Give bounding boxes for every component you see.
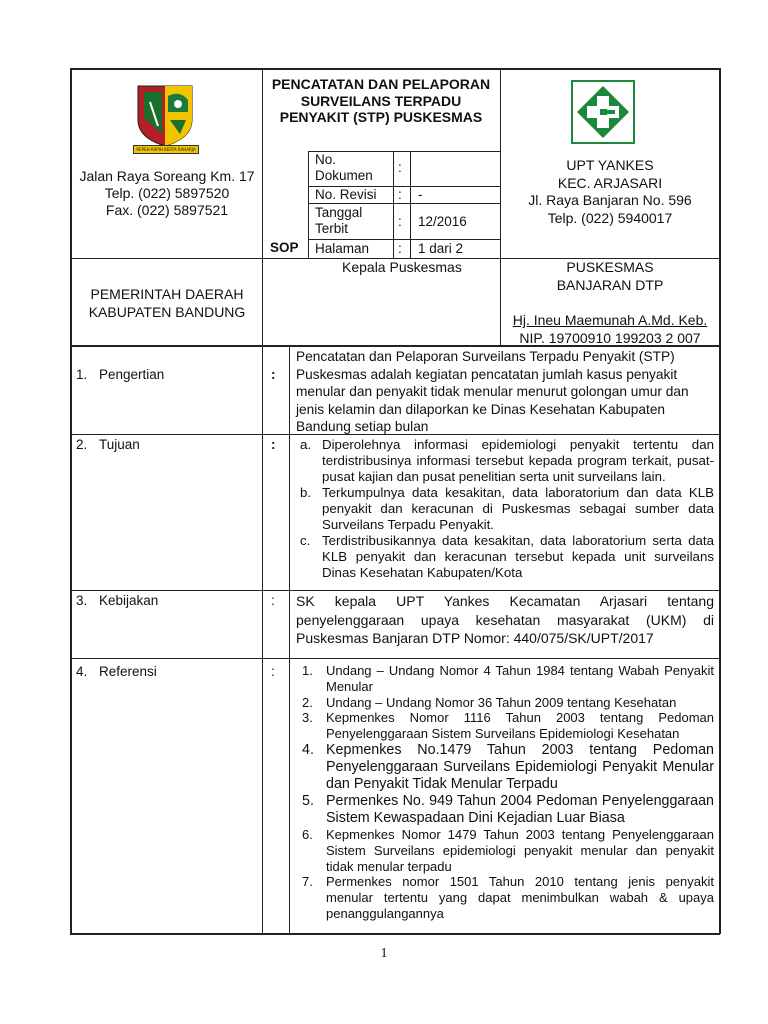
org-line-1: PEMERINTAH DAERAH [90, 286, 244, 302]
list-item [296, 533, 714, 581]
section-colon: : [271, 437, 276, 452]
list-item-text: Diperolehnya informasi epidemiologi penyakit tertentu dan terdistribusinya informasi tersebut kepada program terkait, pusat-pusat kajian dan pusat penelitian serta unit surveilans lain. [322, 437, 714, 484]
list-item [296, 827, 714, 874]
list-marker: 7. [302, 874, 313, 890]
list-item-text: Kepmenkes Nomor 1116 Tahun 2003 tentang Pedoman Penyelenggaraan Sistem Surveilans Epidemiologi Kesehatan [326, 710, 714, 742]
section-number: 3. [76, 593, 88, 608]
policy-text: SK kepala UPT Yankes Kecamatan Arjasari tentang penyelenggaraan upaya kesehatan masyarakat (UKM) di Puskesmas Banjaran DTP Nomor: 440/075/SK/UPT/2017 [296, 593, 714, 646]
references-list [296, 663, 714, 922]
doc-row-revision-value: - [418, 187, 423, 202]
doc-row-page-sep: : [398, 241, 402, 256]
objectives-list [296, 437, 714, 581]
list-item [296, 695, 714, 711]
section-label: Pengertian [99, 367, 165, 382]
doc-row-page-label: Halaman [315, 241, 370, 256]
doc-row-page-value: 1 dari 2 [418, 241, 464, 256]
list-item-text: Kepmenkes Nomor 1479 Tahun 2003 tentang Penyelenggaraan Sistem Surveilans epidemiologi penyakit menular dan penyakit tidak menular terpadu [326, 826, 714, 874]
left-address [72, 168, 262, 219]
signer-nip: NIP. 19700910 199203 2 007 [519, 329, 701, 346]
list-marker: c. [300, 533, 311, 548]
list-item [296, 874, 714, 921]
approval-block [501, 259, 719, 347]
section-colon: : [271, 367, 276, 382]
list-marker: b. [300, 485, 312, 500]
section-colon: : [271, 593, 275, 608]
section-number: 1. [76, 367, 88, 382]
list-item [296, 710, 714, 742]
list-item-text: Kepmenkes No.1479 Tahun 2003 tentang Pedoman Penyelenggaraan Surveilans Epidemiologi Penyakit Menular dan Penyakit Tidak Menular Terpadu [326, 741, 714, 792]
list-marker: 1. [302, 663, 313, 678]
address-line: Jalan Raya Soreang Km. 17 [79, 168, 255, 184]
list-item-text: Terkumpulnya data kesakitan, data laboratorium dan data KLB penyakit dan keracunan di Puskesmas sebagai sumber data Surveilans Terpadu Penyakit. [322, 485, 714, 532]
section-number: 2. [76, 437, 88, 452]
doc-row-date-value: 12/2016 [418, 214, 467, 229]
section-colon: : [271, 664, 275, 679]
list-marker: a. [300, 437, 312, 452]
list-item [296, 437, 714, 485]
list-item-text: Permenkes No. 949 Tahun 2004 Pedoman Penyelenggaraan Sistem Kewaspadaan Dini Kejadian Luar Biasa [326, 792, 714, 826]
sop-label: SOP [270, 240, 299, 255]
list-marker: 5. [302, 792, 314, 809]
org-line-2: KABUPATEN BANDUNG [88, 304, 246, 320]
list-item-text: Undang – Undang Nomor 36 Tahun 2009 tentang Kesehatan [326, 694, 677, 710]
list-item-text: Terdistribusikannya data kesakitan, data laboratorium serta data KLB penyakit dan keracunan tersebut kepada unit surveilans Dinas Kesehatan Kabupaten/Kota [322, 533, 714, 580]
doc-row-number-label: No. Dokumen [315, 152, 373, 183]
list-item [296, 793, 714, 827]
upt-name: UPT YANKES [566, 157, 654, 173]
section-label: Kebijakan [99, 593, 159, 608]
crest-motto-ribbon: REPEH RAPIH KERTA RAHARJA [133, 145, 199, 154]
section-label: Tujuan [99, 437, 140, 452]
list-item [296, 663, 714, 695]
organization-name [72, 285, 262, 321]
doc-row-revision-sep: : [398, 187, 402, 202]
regency-crest-logo [130, 82, 200, 154]
district-name: KEC. ARJASARI [557, 174, 663, 191]
list-marker: 6. [302, 826, 313, 842]
street-address: Jl. Raya Banjaran No. 596 [528, 192, 692, 208]
puskesmas-logo [571, 80, 635, 144]
definition-text: Pencatatan dan Pelaporan Surveilans Terpadu Penyakit (STP) Puskesmas adalah kegiatan pencatatan jumlah kasus penyakit menular dan penyakit tidak menular menurut golongan umur dan jenis kelamin dan dilaporkan ke Dinas Kesehatan Kabupaten Bandung setiap bulan [296, 349, 689, 435]
head-label: Kepala Puskesmas [342, 259, 462, 275]
doc-row-date-sep: : [398, 214, 402, 229]
list-item-text: Undang – Undang Nomor 4 Tahun 1984 tentang Wabah Penyakit Menular [326, 663, 714, 694]
phone-line: Telp. (022) 5897520 [104, 185, 230, 201]
list-item [296, 742, 714, 793]
list-marker: 4. [302, 741, 314, 758]
right-address [501, 157, 719, 227]
list-marker: 3. [302, 710, 313, 726]
doc-row-date-label: Tanggal Terbit [315, 205, 363, 236]
puskesmas-line-1: PUSKESMAS [566, 259, 654, 275]
list-item-text: Permenkes nomor 1501 Tahun 2010 tentang jenis penyakit menular tertentu yang dapat menimbulkan wabah & upaya penanggulangannya [326, 874, 714, 921]
document-title: PENCATATAN DAN PELAPORAN SURVEILANS TERPADU PENYAKIT (STP) PUSKESMAS [271, 76, 491, 125]
section-label: Referensi [99, 664, 157, 679]
signer-name: Hj. Ineu Maemunah A.Md. Keb. [512, 312, 708, 328]
doc-row-number-sep: : [398, 160, 402, 175]
doc-row-revision-label: No. Revisi [315, 187, 377, 202]
fax-line: Fax. (022) 5897521 [105, 202, 229, 218]
puskesmas-line-2: BANJARAN DTP [556, 276, 664, 293]
list-marker: 2. [302, 694, 313, 710]
page-number: 1 [380, 946, 388, 961]
phone-number: Telp. (022) 5940017 [547, 209, 673, 226]
section-number: 4. [76, 664, 88, 679]
list-item [296, 485, 714, 533]
